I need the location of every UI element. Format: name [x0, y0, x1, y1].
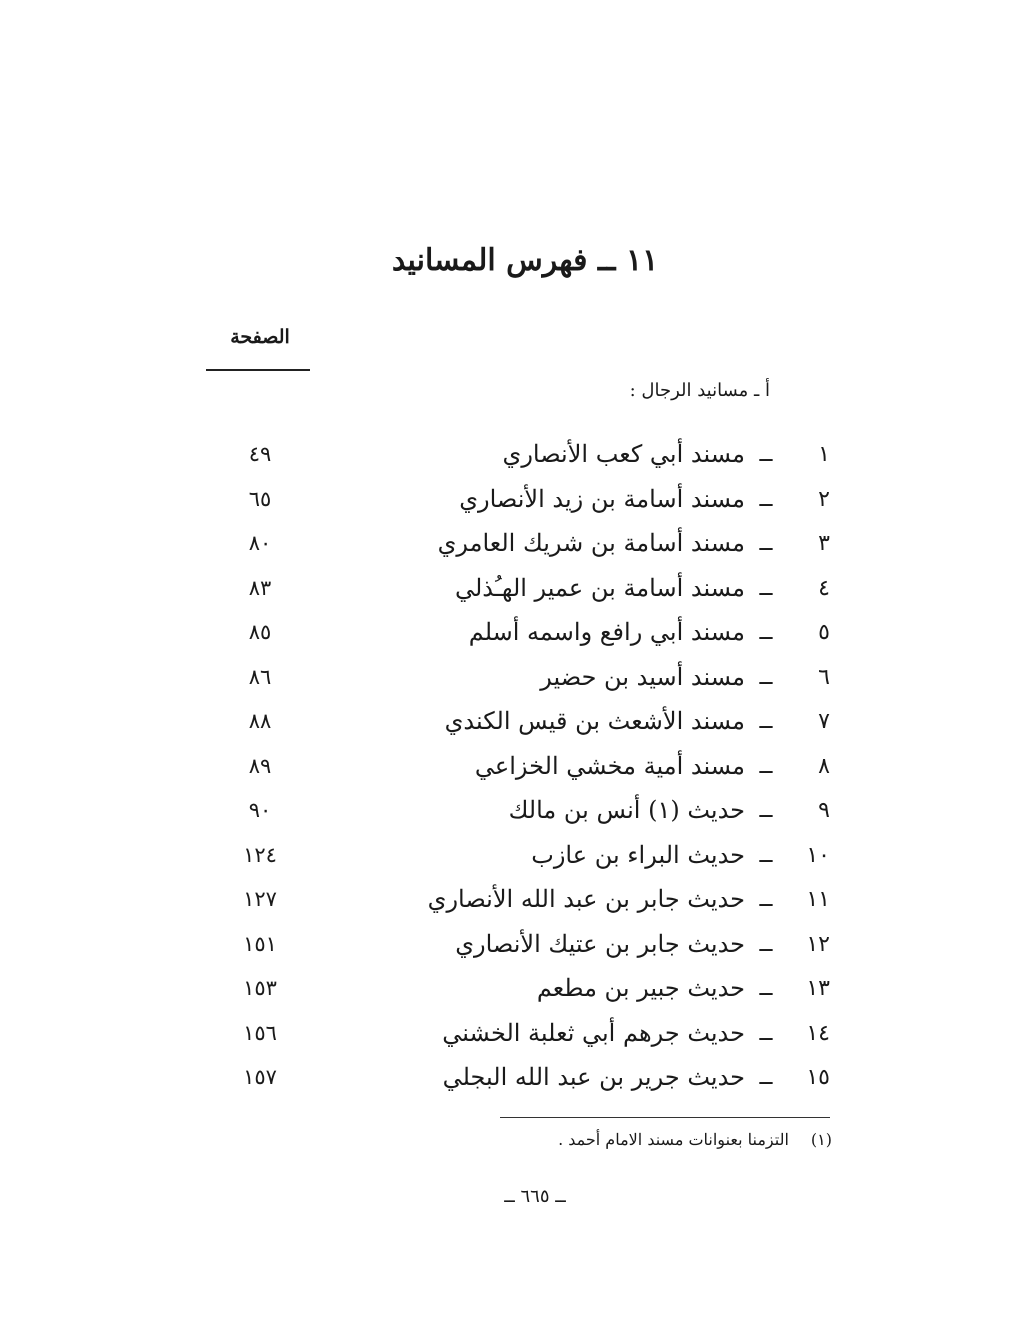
- list-item: [200, 972, 840, 1017]
- entry-number: ٨: [818, 753, 830, 779]
- entry-dash: ــ: [759, 1020, 773, 1046]
- entry-title: حديث جابر بن عبد الله الأنصاري: [427, 885, 745, 913]
- entry-number: ٧: [818, 709, 830, 734]
- entry-title: مسند أبي رافع واسمه أسلم: [468, 618, 745, 646]
- entry-title: مسند أسيد بن حضير: [540, 662, 745, 691]
- entry-page-number: ١٥٣: [243, 976, 277, 1000]
- list-item: [200, 794, 840, 839]
- list-item: [200, 572, 840, 617]
- entry-page-number: ٨٨: [248, 709, 272, 733]
- entry-dash: ــ: [759, 709, 773, 734]
- header-underline: [206, 369, 310, 371]
- entry-page-number: ٨٦: [248, 664, 272, 689]
- entry-number: ٩: [818, 798, 830, 823]
- list-item: [200, 483, 840, 528]
- entry-number: ١٥: [806, 1065, 830, 1090]
- entry-dash: ــ: [759, 442, 773, 467]
- entry-title: مسند أسامة بن عمير الهـُذلي: [454, 573, 745, 602]
- list-item: [200, 1017, 840, 1062]
- entry-title: حديث البراء بن عازب: [531, 840, 745, 869]
- list-item: [200, 527, 840, 572]
- entry-dash: ــ: [759, 887, 773, 912]
- entry-number: ١٣: [806, 976, 830, 1001]
- entry-dash: ــ: [759, 842, 773, 868]
- page-column-header: الصفحة: [230, 326, 290, 348]
- entry-title: حديث جرهم أبي ثعلبة الخشني: [442, 1018, 745, 1047]
- list-item: [200, 750, 840, 795]
- entry-number: ١٢: [806, 931, 830, 957]
- entry-page-number: ٨٠: [248, 531, 272, 555]
- list-item: [200, 705, 840, 750]
- entry-dash: ــ: [759, 976, 773, 1001]
- entry-title: حديث جابر بن عتيك الأنصاري: [455, 929, 745, 958]
- list-item: [200, 616, 840, 661]
- entry-dash: ــ: [759, 575, 773, 601]
- entry-dash: ــ: [759, 1065, 773, 1090]
- entry-dash: ــ: [759, 664, 773, 690]
- entry-number: ٦: [818, 664, 830, 690]
- entry-page-number: ١٥٧: [243, 1065, 277, 1089]
- entry-number: ١: [818, 442, 830, 467]
- entry-page-number: ٨٩: [248, 753, 272, 778]
- list-item: [200, 883, 840, 928]
- entry-title: حديث جبير بن مطعم: [536, 974, 745, 1002]
- entry-page-number: ١٢٤: [243, 842, 277, 867]
- page-number: ــ ٦٦٥ ــ: [504, 1186, 566, 1207]
- entry-page-number: ٤٩: [248, 442, 272, 466]
- entry-page-number: ٩٠: [248, 798, 272, 822]
- index-title: ١١ ــ فهرس المسانيد: [391, 243, 659, 278]
- entry-dash: ــ: [759, 753, 773, 779]
- index-entries: [200, 438, 840, 1106]
- footnote-separator: [500, 1117, 830, 1118]
- entry-page-number: ٨٣: [248, 575, 272, 600]
- entry-number: ١٠: [806, 842, 830, 868]
- list-item: [200, 438, 840, 483]
- entry-page-number: ٨٥: [248, 620, 272, 644]
- section-heading: أ ـ مسانيد الرجال :: [629, 380, 770, 401]
- entry-title: حديث جرير بن عبد الله البجلي: [442, 1063, 745, 1091]
- entry-dash: ــ: [759, 798, 773, 823]
- entry-number: ٢: [818, 486, 830, 512]
- entry-dash: ــ: [759, 931, 773, 957]
- entry-title: حديث (١) أنس بن مالك: [508, 796, 745, 824]
- list-item: [200, 1061, 840, 1106]
- entry-page-number: ١٥١: [243, 931, 277, 956]
- entry-title: مسند أبي كعب الأنصاري: [502, 440, 745, 468]
- entry-dash: ــ: [759, 486, 773, 512]
- entry-page-number: ١٢٧: [243, 887, 277, 911]
- entry-title: مسند أمية مخشي الخزاعي: [474, 751, 745, 780]
- entry-number: ١٤: [806, 1020, 830, 1046]
- entry-dash: ــ: [759, 531, 773, 556]
- entry-title: مسند أسامة بن شريك العامري: [437, 529, 745, 557]
- list-item: [200, 839, 840, 884]
- list-item: [200, 661, 840, 706]
- footnote-text: التزمنا بعنوانات مسند الامام أحمد .: [558, 1130, 789, 1149]
- footnote-mark: (١): [810, 1130, 832, 1149]
- entry-dash: ــ: [759, 620, 773, 645]
- entry-title: مسند الأشعث بن قيس الكندي: [444, 707, 745, 735]
- footnote: [558, 1130, 832, 1149]
- entry-number: ٤: [818, 575, 830, 601]
- entry-page-number: ١٥٦: [243, 1020, 277, 1045]
- entry-number: ٥: [818, 620, 830, 645]
- entry-number: ٣: [818, 531, 830, 556]
- entry-page-number: ٦٥: [248, 486, 272, 511]
- entry-title: مسند أسامة بن زيد الأنصاري: [459, 484, 745, 513]
- list-item: [200, 928, 840, 973]
- entry-number: ١١: [806, 887, 830, 912]
